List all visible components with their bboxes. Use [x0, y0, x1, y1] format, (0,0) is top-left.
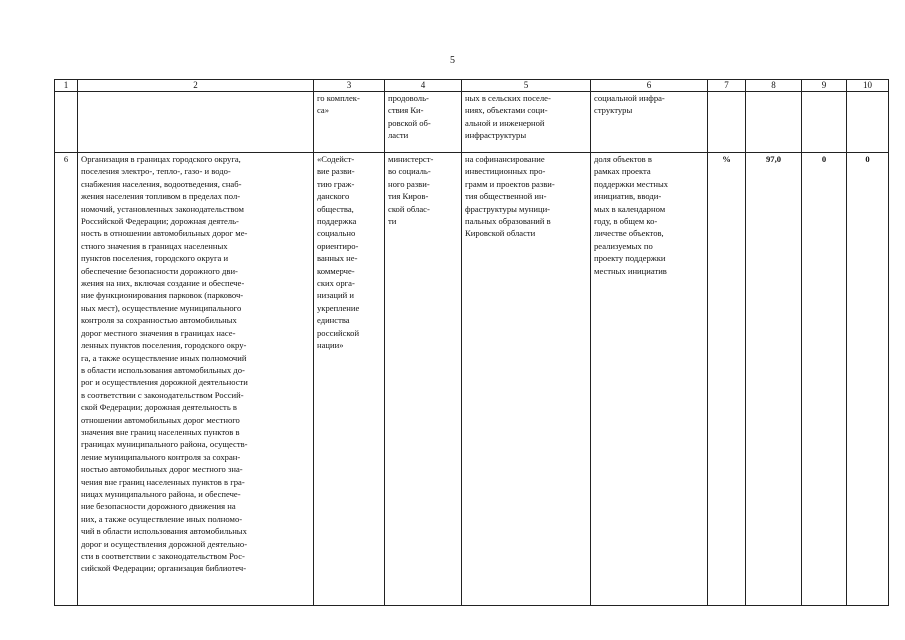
column-number: 4 [385, 80, 462, 92]
column-number: 9 [802, 80, 847, 92]
unit-cell: % [708, 153, 746, 606]
row-number: 6 [55, 153, 78, 606]
indicator-cell: социальной инфра- структуры [591, 92, 708, 153]
column-number: 10 [847, 80, 889, 92]
column-number: 2 [78, 80, 314, 92]
cell-empty [847, 92, 889, 153]
authority-description-cell: Организация в границах городского округа, поселения электро-, тепло-, газо- и водо- снабжения населения, водоотведения, снаб- жения населения топливом в пределах пол- номочий, установленных законодательством Российской Федерации; дорожная деятель- ность в отношении автомобильных дорог ме- стного значения в границах населенных пунктов поселения, городского округа и обеспечение безопасности дорожного дви- жения на них, включая создание и обеспече- ние функционирования парковок (парковоч- ных мест), осуществление муниципального контроля за сохранностью автомобильных дорог местного значения в границах насе- ленных пунктов поселения, городского окру- га, а также осуществление иных полномочий в области использования автомобильных до- рог и осуществления дорожной деятельности в соответствии с законодательством Россий- ской Федерации; дорожная деятельность в отношении автомобильных дорог местного значения вне границ населенных пунктов в границах муниципального района, осуществ- ление муниципального контроля за сохран- ностью автомобильных дорог местного зна- чения вне границ населенных пунктов в гра- ницах муниципального района, и обеспече- ние безопасности дорожного движения на них, а также осуществление иных полномо- чий в области использования автомобильных дорог и осуществления дорожной деятельно- сти в соответствии с законодательством Рос- сийской Федерации; организация библиотеч- [78, 153, 314, 606]
value-cell: 0 [847, 153, 889, 606]
column-number: 5 [462, 80, 591, 92]
cell-empty [802, 92, 847, 153]
ministry-cell: продоволь- ствия Ки- ровской об- ласти [385, 92, 462, 153]
program-table [54, 79, 889, 606]
column-number-row [55, 80, 889, 92]
table-row [55, 153, 889, 606]
cell-empty [55, 92, 78, 153]
purpose-cell: на софинансирование инвестиционных про- грамм и проектов разви- тия общественной ин- фраструктуры муници- пальных образований в Кировской области [462, 153, 591, 606]
program-name-cell: го комплек- са» [314, 92, 385, 153]
value-cell: 97,0 [746, 153, 802, 606]
column-number: 1 [55, 80, 78, 92]
cell-empty [746, 92, 802, 153]
column-number: 8 [746, 80, 802, 92]
value-cell: 0 [802, 153, 847, 606]
column-number: 7 [708, 80, 746, 92]
indicator-cell: доля объектов в рамках проекта поддержки местных инициатив, вводи- мых в календарном году, в общем ко- личестве объектов, реализуемых по проекту поддержки местных инициатив [591, 153, 708, 606]
cell-empty [708, 92, 746, 153]
column-number: 6 [591, 80, 708, 92]
cell-empty [78, 92, 314, 153]
ministry-cell: министерст- во социаль- ного разви- тия Киров- ской облас- ти [385, 153, 462, 606]
continuation-row [55, 92, 889, 153]
program-name-cell: «Содейст- вие разви- тию граж- данского общества, поддержка социально ориентиро- ванных не- коммерче- ских орга- низаций и укрепление единства российской нации» [314, 153, 385, 606]
page-number: 5 [450, 55, 455, 66]
purpose-cell: ных в сельских поселе- ниях, объектами соци- альной и инженерной инфраструктуры [462, 92, 591, 153]
column-number: 3 [314, 80, 385, 92]
